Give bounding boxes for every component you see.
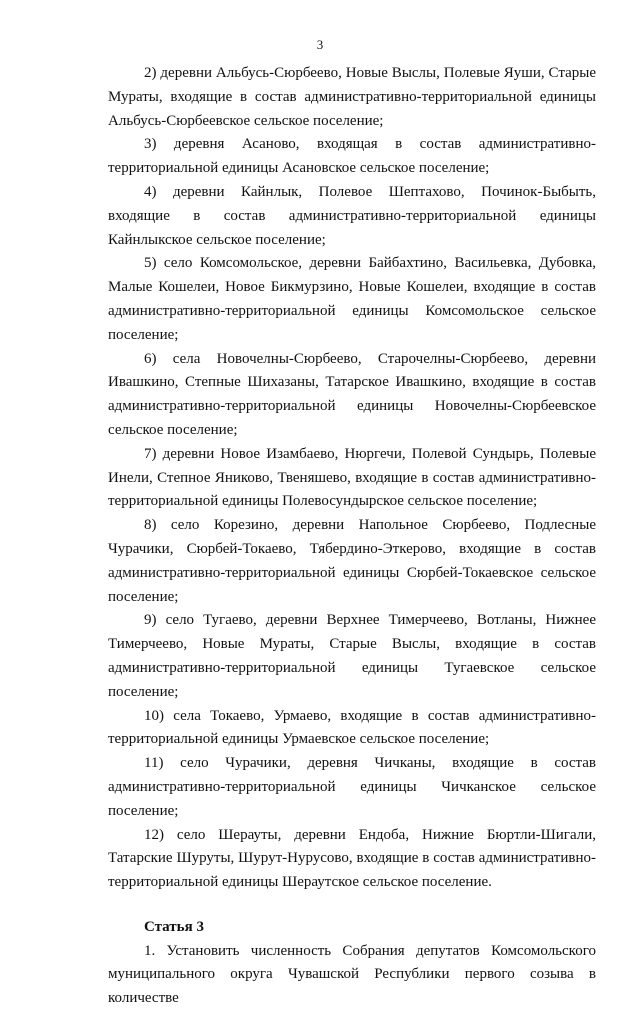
list-item-syurbey-tokaevo: 8) село Корезино, деревни Напольное Сюрбеево, Подлесные Чурачики, Сюрбей-Токаево, Тябердино-Эткерово, входящие в состав административно-территориальной единицы Сюрбей-Токаевское сельское поселение; — [108, 517, 596, 605]
list-item-urmaevo: 10) села Токаево, Урмаево, входящие в состав административно-территориальной единицы Урмаевское сельское поселение; — [108, 707, 596, 748]
article-paragraph: 1. Установить численность Собрания депутатов Комсомольского муниципального округа Чувашской Республики первого созыва в количестве — [108, 942, 596, 1007]
list-item-sherauty: 12) село Шерауты, деревни Ендоба, Нижние Бюртли-Шигали, Татарские Шуруты, Шурут-Нурусово, входящие в состав административно-территориальной единицы Шераутское сельское поселение. — [108, 826, 596, 891]
list-item-komsomolskoe: 5) село Комсомольское, деревни Байбахтино, Васильевка, Дубовка, Малые Кошелеи, Новое Бикмурзино, Новые Кошелеи, входящие в состав административно-территориальной единицы Комсомольское сельское поселение; — [108, 255, 596, 343]
list-item-albus-syurbeevo: 2) деревни Альбусь-Сюрбеево, Новые Выслы, Полевые Яуши, Старые Мураты, входящие в состав административно-территориальной единицы Альбусь-Сюрбеевское сельское поселение; — [108, 65, 596, 129]
list-item-novochelny-syurbeevo: 6) села Новочелны-Сюрбеево, Старочелны-Сюрбеево, деревни Ивашкино, Степные Шихазаны, Татарское Ивашкино, входящие в состав административно-территориальной единицы Новочелны-Сюрбеевское сельское поселение; — [108, 350, 596, 438]
list-item-asanovo: 3) деревня Асаново, входящая в состав административно-территориальной единицы Асановское сельское поселение; — [108, 136, 596, 177]
list-item-chichkany: 11) село Чурачики, деревня Чичканы, входящие в состав административно-территориальной единицы Чичканское сельское поселение; — [108, 755, 596, 819]
article-heading: Статья 3 — [144, 918, 204, 935]
document-body — [108, 62, 596, 1011]
page-number: 3 — [316, 37, 324, 52]
list-item-polevosundyr: 7) деревни Новое Изамбаево, Нюргечи, Полевой Сундырь, Полевые Инели, Степное Яниково, Твеняшево, входящие в состав административно-территориальной единицы Полевосундырское сельское поселение; — [108, 445, 596, 510]
list-item-tugaevo: 9) село Тугаево, деревни Верхнее Тимерчеево, Вотланы, Нижнее Тимерчеево, Новые Мураты, Старые Выслы, входящие в состав административно-территориальной единицы Тугаевское сельское поселение; — [108, 612, 596, 700]
list-item-kainlyk: 4) деревни Кайнлык, Полевое Шептахово, Починок-Быбыть, входящие в состав административно-территориальной единицы Кайнлыкское сельское поселение; — [108, 183, 596, 248]
